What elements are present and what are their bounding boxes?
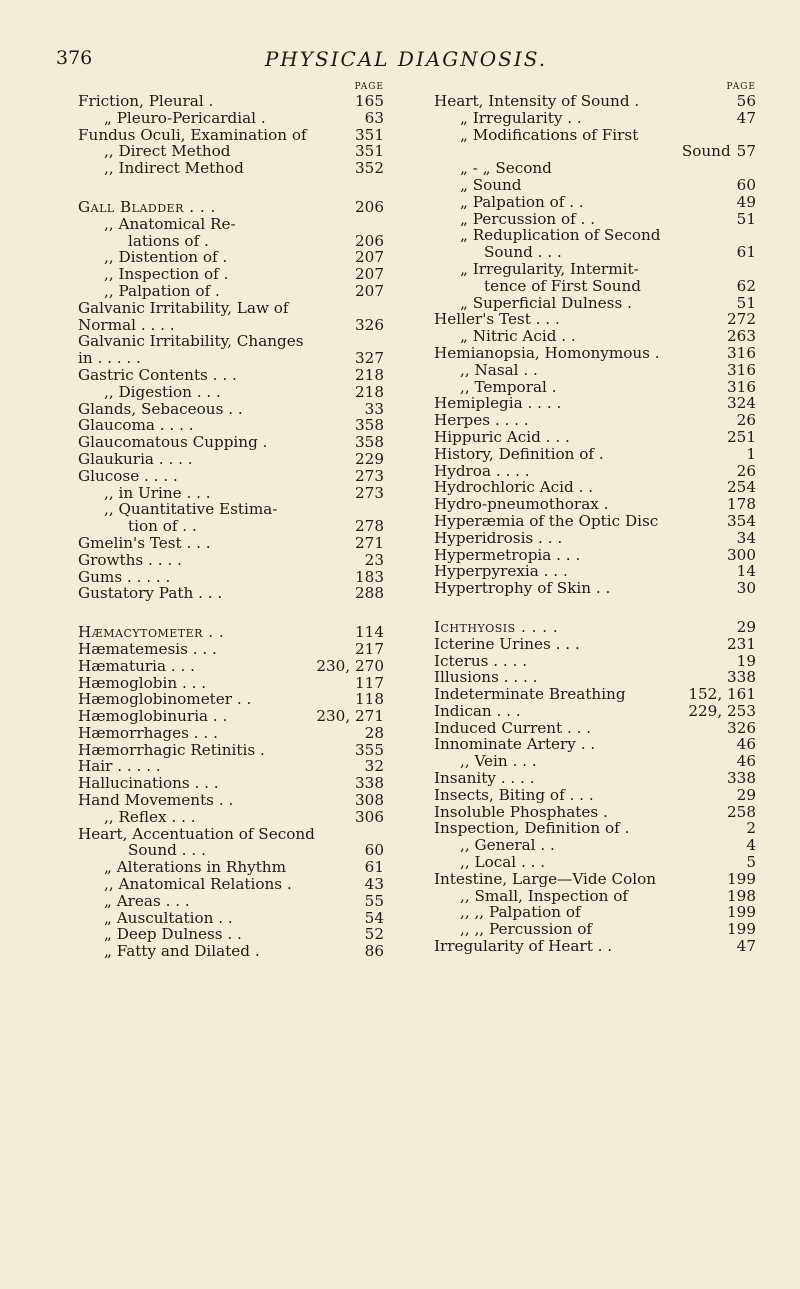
section-gap — [434, 597, 756, 619]
entry-term: Gmelin's Test . . . — [78, 533, 211, 552]
entry-term: Hallucinations . . . — [78, 774, 219, 793]
entry-term: Hyperpyrexia . . . — [434, 562, 568, 581]
entry-page: 2 — [746, 819, 756, 838]
entry-page: 29 — [736, 617, 756, 636]
entry-page: 229, 253 — [688, 701, 756, 720]
entry-page: 358 — [355, 433, 384, 452]
entry-page: 118 — [355, 690, 384, 709]
entry-page: 1 — [746, 444, 756, 463]
entry-page: 178 — [727, 495, 756, 514]
entry-page: 352 — [355, 159, 384, 178]
index-entry — [78, 501, 384, 518]
entry-term: „ Superficial Dulness . — [460, 293, 632, 312]
entry-term: ,, Small, Inspection of — [460, 886, 628, 905]
index-entry — [434, 854, 756, 871]
index-entry — [434, 311, 756, 328]
entry-term: „ Deep Dulness . . — [104, 925, 242, 944]
entry-page: 5 — [746, 853, 756, 872]
entry-term: „ Palpation of . . — [460, 192, 584, 211]
index-entry — [78, 943, 384, 960]
index-entry — [78, 876, 384, 893]
entry-term: ,, Palpation of . — [104, 281, 220, 300]
entry-page: 46 — [736, 735, 756, 754]
entry-page: 117 — [355, 673, 384, 692]
entry-term: Hydrochloric Acid . . — [434, 478, 594, 497]
index-entry — [434, 379, 756, 396]
index-entry — [434, 463, 756, 480]
entry-page: 251 — [727, 427, 756, 446]
index-entry — [78, 926, 384, 943]
entry-term: „ - „ Second — [460, 159, 552, 178]
index-entry — [78, 842, 384, 859]
entry-term: Insanity . . . . — [434, 769, 535, 788]
index-entry — [434, 921, 756, 938]
entry-term: Friction, Pleural . — [78, 92, 214, 110]
entry-term: Innominate Artery . . — [434, 735, 596, 754]
entry-page: 61 — [364, 858, 384, 877]
entry-term: Galvanic Irritability, Law of — [78, 298, 289, 317]
index-entry — [78, 675, 384, 692]
index-entry — [434, 837, 756, 854]
entry-page: 324 — [727, 394, 756, 413]
entry-term: Hæmatemesis . . . — [78, 639, 217, 658]
index-entry — [78, 758, 384, 775]
entry-term: Glaucomatous Cupping . — [78, 433, 268, 452]
entry-term: tion of . . — [128, 517, 197, 536]
index-entry — [78, 468, 384, 485]
entry-page: 60 — [736, 175, 756, 194]
entry-page: 47 — [736, 937, 756, 956]
entry-page: 218 — [355, 382, 384, 401]
entry-term: Hæmoglobinuria . . — [78, 707, 228, 726]
entry-page: 60 — [364, 841, 384, 860]
entry-term: Glands, Sebaceous . . — [78, 399, 243, 418]
running-title: PHYSICAL DIAGNOSIS. — [264, 47, 548, 71]
index-entry — [78, 658, 384, 675]
entry-term: „ Auscultation . . — [104, 908, 233, 927]
index-entry — [434, 110, 756, 127]
entry-page: 288 — [355, 584, 384, 603]
index-entry — [434, 871, 756, 888]
index-entry — [434, 446, 756, 463]
entry-term: Glaucoma . . . . — [78, 416, 194, 435]
entry-page: 165 — [355, 92, 384, 110]
index-entry — [78, 708, 384, 725]
entry-term: ,, Reflex . . . — [104, 807, 196, 826]
running-head — [56, 47, 756, 71]
entry-term: Hippuric Acid . . . — [434, 427, 570, 446]
entry-term: Insects, Biting of . . . — [434, 785, 594, 804]
index-entry — [78, 317, 384, 334]
index-entry — [78, 143, 384, 160]
index-entry — [78, 333, 384, 350]
entry-page: 326 — [355, 315, 384, 334]
index-entry — [434, 804, 756, 821]
entry-term: Heart, Accentuation of Second — [78, 824, 315, 843]
index-entry — [434, 636, 756, 653]
entry-page: 33 — [364, 399, 384, 418]
entry-term: Hair . . . . . — [78, 757, 161, 776]
entry-term: Fundus Oculi, Examination of — [78, 125, 307, 144]
entry-page: 30 — [736, 579, 756, 598]
entry-term: lations of . — [128, 231, 209, 250]
entry-term: Hypermetropia . . . — [434, 545, 581, 564]
entry-page: 355 — [355, 740, 384, 759]
entry-page: 230, 271 — [316, 707, 384, 726]
index-entry — [434, 244, 756, 261]
entry-page: 152, 161 — [688, 685, 756, 704]
index-entry — [434, 93, 756, 110]
entry-page: 23 — [364, 550, 384, 569]
index-entry — [434, 653, 756, 670]
index-entry — [78, 485, 384, 502]
entry-term: Hyperæmia of the Optic Disc — [434, 511, 659, 530]
entry-term: „ Sound — [460, 175, 522, 194]
index-entry — [78, 826, 384, 843]
entry-term: Gustatory Path . . . — [78, 584, 223, 603]
entry-term: Intestine, Large—Vide Colon — [434, 869, 656, 888]
entry-term: Normal . . . . — [78, 315, 175, 334]
index-entry — [78, 451, 384, 468]
entry-term: ,, ,, Percussion of — [460, 920, 593, 939]
entry-page: 306 — [355, 807, 384, 826]
entry-term: „ Areas . . . — [104, 891, 190, 910]
entry-page: 29 — [736, 785, 756, 804]
entry-page: 28 — [364, 723, 384, 742]
entry-term: ,, Inspection of . — [104, 265, 229, 284]
index-entry — [78, 535, 384, 552]
entry-term: Sound — [681, 142, 731, 161]
page-column-label: PAGE — [726, 82, 756, 92]
entry-term: ,, Digestion . . . — [104, 382, 221, 401]
entry-page: 62 — [736, 276, 756, 295]
index-entry — [434, 580, 756, 597]
entry-page: 230, 270 — [316, 656, 384, 675]
index-entry — [434, 328, 756, 345]
entry-term: Gums . . . . . — [78, 567, 171, 586]
index-column-right — [434, 82, 756, 955]
index-entry — [78, 233, 384, 250]
entry-page: 61 — [736, 243, 756, 262]
entry-term: ,, Distention of . — [104, 248, 228, 267]
entry-page: 338 — [355, 774, 384, 793]
entry-page: 183 — [355, 567, 384, 586]
entry-term: Induced Current . . . — [434, 718, 592, 737]
entry-page: 199 — [727, 869, 756, 888]
entry-term: „ Pleuro-Pericardial . — [104, 108, 266, 127]
entry-term: Hand Movements . . — [78, 791, 234, 810]
entry-term: Sound . . . — [484, 243, 562, 262]
entry-term: Irregularity of Heart . . — [434, 937, 613, 956]
index-entry — [434, 736, 756, 753]
entry-page: 206 — [355, 231, 384, 250]
index-entry — [78, 641, 384, 658]
page-column-label: PAGE — [354, 82, 384, 92]
index-entry — [434, 619, 756, 636]
entry-term: Herpes . . . . — [434, 411, 529, 430]
entry-page: 34 — [736, 528, 756, 547]
entry-page: 351 — [355, 125, 384, 144]
entry-term: Heller's Test . . . — [434, 310, 560, 329]
index-entry — [434, 177, 756, 194]
entry-term: „ Fatty and Dilated . — [104, 942, 260, 961]
entry-page: 207 — [355, 281, 384, 300]
index-entry — [78, 725, 384, 742]
entry-term: History, Definition of . — [434, 444, 604, 463]
index-entry — [78, 266, 384, 283]
index-entry — [78, 384, 384, 401]
index-entry — [434, 395, 756, 412]
entry-term: in . . . . . — [78, 349, 141, 368]
entry-page: 218 — [355, 365, 384, 384]
entry-term: Hypertrophy of Skin . . — [434, 579, 611, 598]
section-gap — [78, 602, 384, 624]
entry-page: 308 — [355, 791, 384, 810]
entry-page: 229 — [355, 449, 384, 468]
index-entry — [434, 770, 756, 787]
index-entry — [78, 216, 384, 233]
page-number: 376 — [56, 47, 93, 69]
entry-term: Icterus . . . . — [434, 651, 528, 670]
entry-term: Hæmoglobinometer . . — [78, 690, 252, 709]
index-entry — [434, 362, 756, 379]
entry-page: 52 — [364, 925, 384, 944]
entry-page: 199 — [727, 920, 756, 939]
entry-term: Sound . . . — [128, 841, 206, 860]
entry-term: ,, Anatomical Relations . — [104, 875, 292, 894]
index-entry — [434, 547, 756, 564]
entry-page: 32 — [364, 757, 384, 776]
index-entry — [434, 686, 756, 703]
entry-term: Hæmorrhagic Retinitis . — [78, 740, 265, 759]
entry-page: 55 — [364, 891, 384, 910]
entry-page: 51 — [736, 209, 756, 228]
index-entry — [434, 703, 756, 720]
entry-term: Hyperidrosis . . . — [434, 528, 563, 547]
index-entry — [434, 563, 756, 580]
entry-page: 326 — [727, 718, 756, 737]
index-entry — [434, 513, 756, 530]
entry-page: 198 — [727, 886, 756, 905]
index-entry — [78, 127, 384, 144]
entry-page: 86 — [364, 942, 384, 961]
entry-page: 338 — [727, 769, 756, 788]
entry-page: 206 — [355, 197, 384, 216]
entry-term: Hydro-pneumothorax . — [434, 495, 609, 514]
entry-term: Glucose . . . . — [78, 466, 178, 485]
entry-term: ,, Direct Method — [104, 142, 231, 161]
index-entry — [434, 496, 756, 513]
entry-page: 207 — [355, 265, 384, 284]
entry-page: 316 — [727, 377, 756, 396]
entry-term: Icterine Urines . . . — [434, 634, 580, 653]
entry-page: 26 — [736, 461, 756, 480]
index-entry — [434, 820, 756, 837]
index-entry — [434, 194, 756, 211]
index-entry — [78, 401, 384, 418]
entry-page: 351 — [355, 142, 384, 161]
entry-page: 327 — [355, 349, 384, 368]
entry-term: ,, Local . . . — [460, 853, 546, 872]
entry-term: Gastric Contents . . . — [78, 365, 237, 384]
entry-page: 338 — [727, 668, 756, 687]
index-entry — [78, 910, 384, 927]
entry-page: 56 — [736, 92, 756, 110]
index-entry — [434, 211, 756, 228]
index-entry — [78, 199, 384, 216]
entry-term: ,, ,, Palpation of — [460, 903, 581, 922]
index-entry — [78, 809, 384, 826]
entry-term: Hæmorrhages . . . — [78, 723, 218, 742]
entry-page: 47 — [736, 108, 756, 127]
entry-page: 217 — [355, 639, 384, 658]
index-entry — [78, 742, 384, 759]
entry-term: ,, Nasal . . — [460, 360, 538, 379]
entry-page: 354 — [727, 511, 756, 530]
entry-page: 51 — [736, 293, 756, 312]
entry-page: 4 — [746, 836, 756, 855]
entry-term: Hemianopsia, Homonymous . — [434, 343, 660, 362]
entry-term: „ Nitric Acid . . — [460, 327, 576, 346]
entry-term: ,, General . . — [460, 836, 555, 855]
entry-term: Glaukuria . . . . — [78, 449, 193, 468]
index-entry — [78, 93, 384, 110]
entry-term: tence of First Sound — [484, 276, 641, 295]
entry-term: „ Reduplication of Second — [460, 226, 661, 245]
index-entry — [78, 775, 384, 792]
index-entry — [78, 792, 384, 809]
entry-term: Inspection, Definition of . — [434, 819, 630, 838]
entry-term: ,, Quantitative Estima- — [104, 500, 278, 519]
entry-page: 54 — [364, 908, 384, 927]
index-entry — [434, 938, 756, 955]
index-entry — [434, 787, 756, 804]
index-entry — [78, 518, 384, 535]
index-entry — [78, 585, 384, 602]
entry-term: Growths . . . . — [78, 550, 182, 569]
entry-term: Hydroa . . . . — [434, 461, 530, 480]
entry-page: 63 — [364, 108, 384, 127]
entry-term: Hæmacytometer . . — [78, 623, 225, 642]
index-column-left — [78, 82, 384, 960]
index-entry — [434, 753, 756, 770]
entry-term: Heart, Intensity of Sound . — [434, 92, 640, 110]
entry-term: „ Irregularity . . — [460, 108, 582, 127]
entry-term: ,, in Urine . . . — [104, 483, 211, 502]
entry-term: „ Irregularity, Intermit- — [460, 259, 639, 278]
index-entry — [78, 859, 384, 876]
entry-page: 49 — [736, 192, 756, 211]
entry-page: 231 — [727, 634, 756, 653]
index-entry — [434, 429, 756, 446]
index-entry — [434, 143, 756, 160]
entry-page: 316 — [727, 360, 756, 379]
index-entry — [434, 295, 756, 312]
entry-page: 46 — [736, 752, 756, 771]
index-entry — [434, 412, 756, 429]
index-entry — [78, 569, 384, 586]
index-entry — [78, 249, 384, 266]
index-entry — [78, 300, 384, 317]
entry-term: „ Percussion of . . — [460, 209, 596, 228]
entry-term: Galvanic Irritability, Changes — [78, 332, 304, 351]
entry-page: 271 — [355, 533, 384, 552]
index-entry — [434, 127, 756, 144]
entry-term: Ichthyosis . . . . — [434, 617, 559, 636]
entry-page: 207 — [355, 248, 384, 267]
index-entry — [78, 110, 384, 127]
index-entry — [434, 888, 756, 905]
index-entry — [434, 479, 756, 496]
entry-page: 19 — [736, 651, 756, 670]
entry-page: 273 — [355, 483, 384, 502]
index-entry — [78, 624, 384, 641]
index-entry — [434, 278, 756, 295]
entry-term: „ Modifications of First — [460, 125, 639, 144]
index-entry — [434, 669, 756, 686]
index-entry — [78, 160, 384, 177]
entry-page: 43 — [364, 875, 384, 894]
entry-page: 26 — [736, 411, 756, 430]
entry-term: Indican . . . — [434, 701, 521, 720]
entry-page: 14 — [736, 562, 756, 581]
entry-page: 199 — [727, 903, 756, 922]
entry-page: 114 — [355, 623, 384, 642]
entry-page: 254 — [727, 478, 756, 497]
entry-page: 273 — [355, 466, 384, 485]
index-entry — [78, 434, 384, 451]
index-entry — [434, 345, 756, 362]
index-entry — [434, 720, 756, 737]
index-entry — [78, 552, 384, 569]
index-entry — [434, 261, 756, 278]
index-entry — [434, 227, 756, 244]
index-entry — [78, 691, 384, 708]
index-entry — [78, 367, 384, 384]
entry-term: ,, Indirect Method — [104, 159, 244, 178]
index-entry — [78, 283, 384, 300]
index-entry — [434, 160, 756, 177]
entry-page: 258 — [727, 802, 756, 821]
section-gap — [78, 177, 384, 199]
entry-page: 57 — [736, 142, 756, 161]
entry-term: Gall Bladder . . . — [78, 197, 216, 216]
entry-term: Insoluble Phosphates . — [434, 802, 608, 821]
entry-term: „ Alterations in Rhythm — [104, 858, 286, 877]
entry-page: 278 — [355, 517, 384, 536]
entry-term: Hæmoglobin . . . — [78, 673, 207, 692]
index-entry — [78, 350, 384, 367]
entry-term: Hæmaturia . . . — [78, 656, 195, 675]
index-entry — [78, 893, 384, 910]
index-entry — [434, 530, 756, 547]
entry-term: ,, Vein . . . — [460, 752, 537, 771]
entry-term: Indeterminate Breathing — [434, 685, 626, 704]
entry-term: Hemiplegia . . . . — [434, 394, 562, 413]
entry-page: 263 — [727, 327, 756, 346]
entry-page: 300 — [727, 545, 756, 564]
entry-page: 316 — [727, 343, 756, 362]
index-entry — [434, 904, 756, 921]
entry-page: 272 — [727, 310, 756, 329]
entry-term: ,, Temporal . — [460, 377, 557, 396]
entry-term: Illusions . . . . — [434, 668, 538, 687]
entry-page: 358 — [355, 416, 384, 435]
index-entry — [78, 417, 384, 434]
entry-term: ,, Anatomical Re- — [104, 214, 236, 233]
